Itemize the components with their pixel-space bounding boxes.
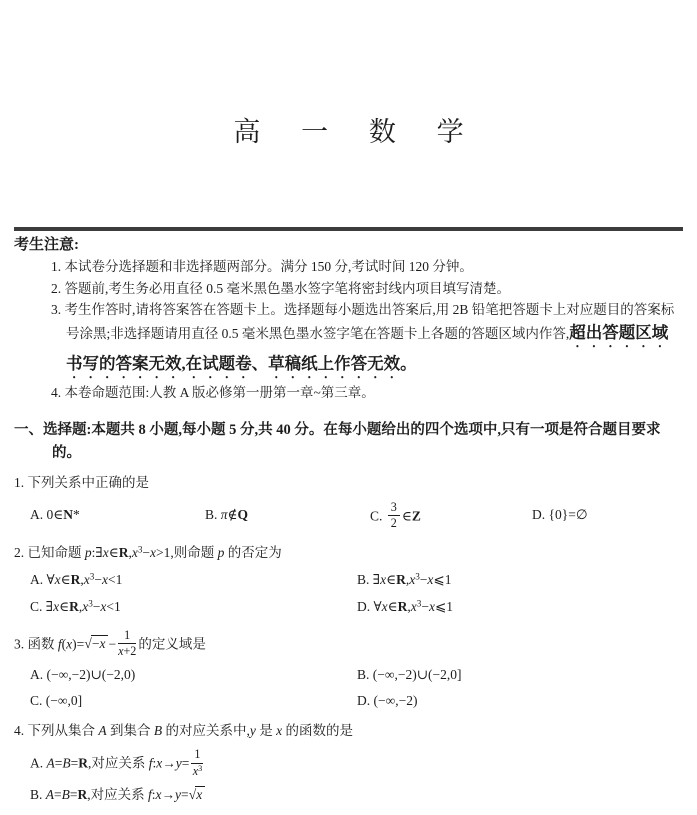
notice-item-2: 2. 答题前,考生务必用直径 0.5 毫米黑色墨水签字笔将密封线内项目填写清楚。 bbox=[51, 280, 510, 296]
exam-title: 高 一 数 学 bbox=[233, 117, 481, 147]
question-1-option-d: D. {0}=∅ bbox=[532, 506, 588, 522]
section-1-header: 一、选择题:本题共 8 小题,每小题 5 分,共 40 分。在每小题给出的四个选项中,只有一项是符合题目要求的。 bbox=[14, 421, 661, 462]
notice-item-3-text: 3. 考生作答时,请将答案答在答题卡上。选择题每小题选出答案后,用 2B 铅笔把答题卡上对应题目的答案标号涂黑;非选择题请用直径 0.5 毫米黑色墨水签字笔在答题卡上各题的答题区域内作答, bbox=[51, 301, 675, 342]
question-1-options bbox=[14, 498, 683, 532]
question-2-option-b: B. $\exists x\in R,x^3-x⩽1$ bbox=[357, 571, 452, 588]
question-3-option-b: B. (−∞,−2)∪(−2,0] bbox=[357, 666, 462, 682]
question-1 bbox=[14, 473, 683, 533]
question-4-option-a: A. A=B=R,对应关系 f:x→y= $\frac{1}{x^3}$ bbox=[30, 747, 203, 778]
question-2-option-d: D. $\forall x\in R,x^3-x⩽1$ bbox=[357, 598, 454, 614]
question-2-options bbox=[14, 567, 683, 620]
question-4-option-b: B. A=B=R,对应关系 f:x→y=√x bbox=[14, 784, 683, 806]
question-2-option-c: C. $\exists x\in R,x^3-x<1$ bbox=[30, 598, 121, 614]
question-1-option-a: A. 0∈N* bbox=[30, 506, 80, 522]
notice-item-1: 1. 本试卷分选择题和非选择题两部分。满分 150 分,考试时间 120 分钟。 bbox=[51, 259, 473, 275]
notice-section bbox=[14, 235, 683, 404]
header-divider bbox=[14, 227, 683, 231]
question-1-stem: 1. 下列关系中正确的是 bbox=[14, 474, 149, 490]
question-1-option-c: C. $\frac{3}{2}$ ∈Z bbox=[370, 499, 421, 530]
question-2-option-a: A. $\forall x\in R,x^3-x<1$ bbox=[30, 571, 123, 588]
exam-page bbox=[0, 112, 697, 806]
question-3-options bbox=[14, 662, 683, 715]
question-3 bbox=[14, 629, 683, 714]
exam-scan bbox=[0, 112, 697, 815]
question-3-stem: 3. 函数 f(x)=√−x − $\frac{1}{x+2}$ 的定义域是 bbox=[14, 628, 206, 659]
question-1-option-b: B. π∉Q bbox=[205, 506, 249, 522]
question-3-option-a: A. (−∞,−2)∪(−2,0) bbox=[30, 666, 136, 682]
question-3-option-d: D. (−∞,−2) bbox=[357, 693, 418, 709]
question-4 bbox=[14, 721, 683, 806]
notice-item-3 bbox=[14, 299, 683, 382]
notice-heading: 考生注意: bbox=[14, 236, 79, 253]
notice-item-4: 4. 本卷命题范围:人教 A 版必修第一册第一章~第三章。 bbox=[51, 385, 375, 401]
question-2 bbox=[14, 543, 683, 620]
question-2-stem: 2. 已知命题 $p:\exists x\in R,x^3-x>1$,则命题 p 的否定为 bbox=[14, 544, 282, 561]
notice-item-3-emphasis: 超出答题区域书写的答案无效,在试题卷、草稿纸上作答无效。 bbox=[66, 323, 669, 374]
question-3-option-c: C. (−∞,0] bbox=[30, 693, 83, 709]
question-4-stem: 4. 下列从集合 A 到集合 B 的对应关系中,y 是 x 的函数的是 bbox=[14, 723, 353, 739]
